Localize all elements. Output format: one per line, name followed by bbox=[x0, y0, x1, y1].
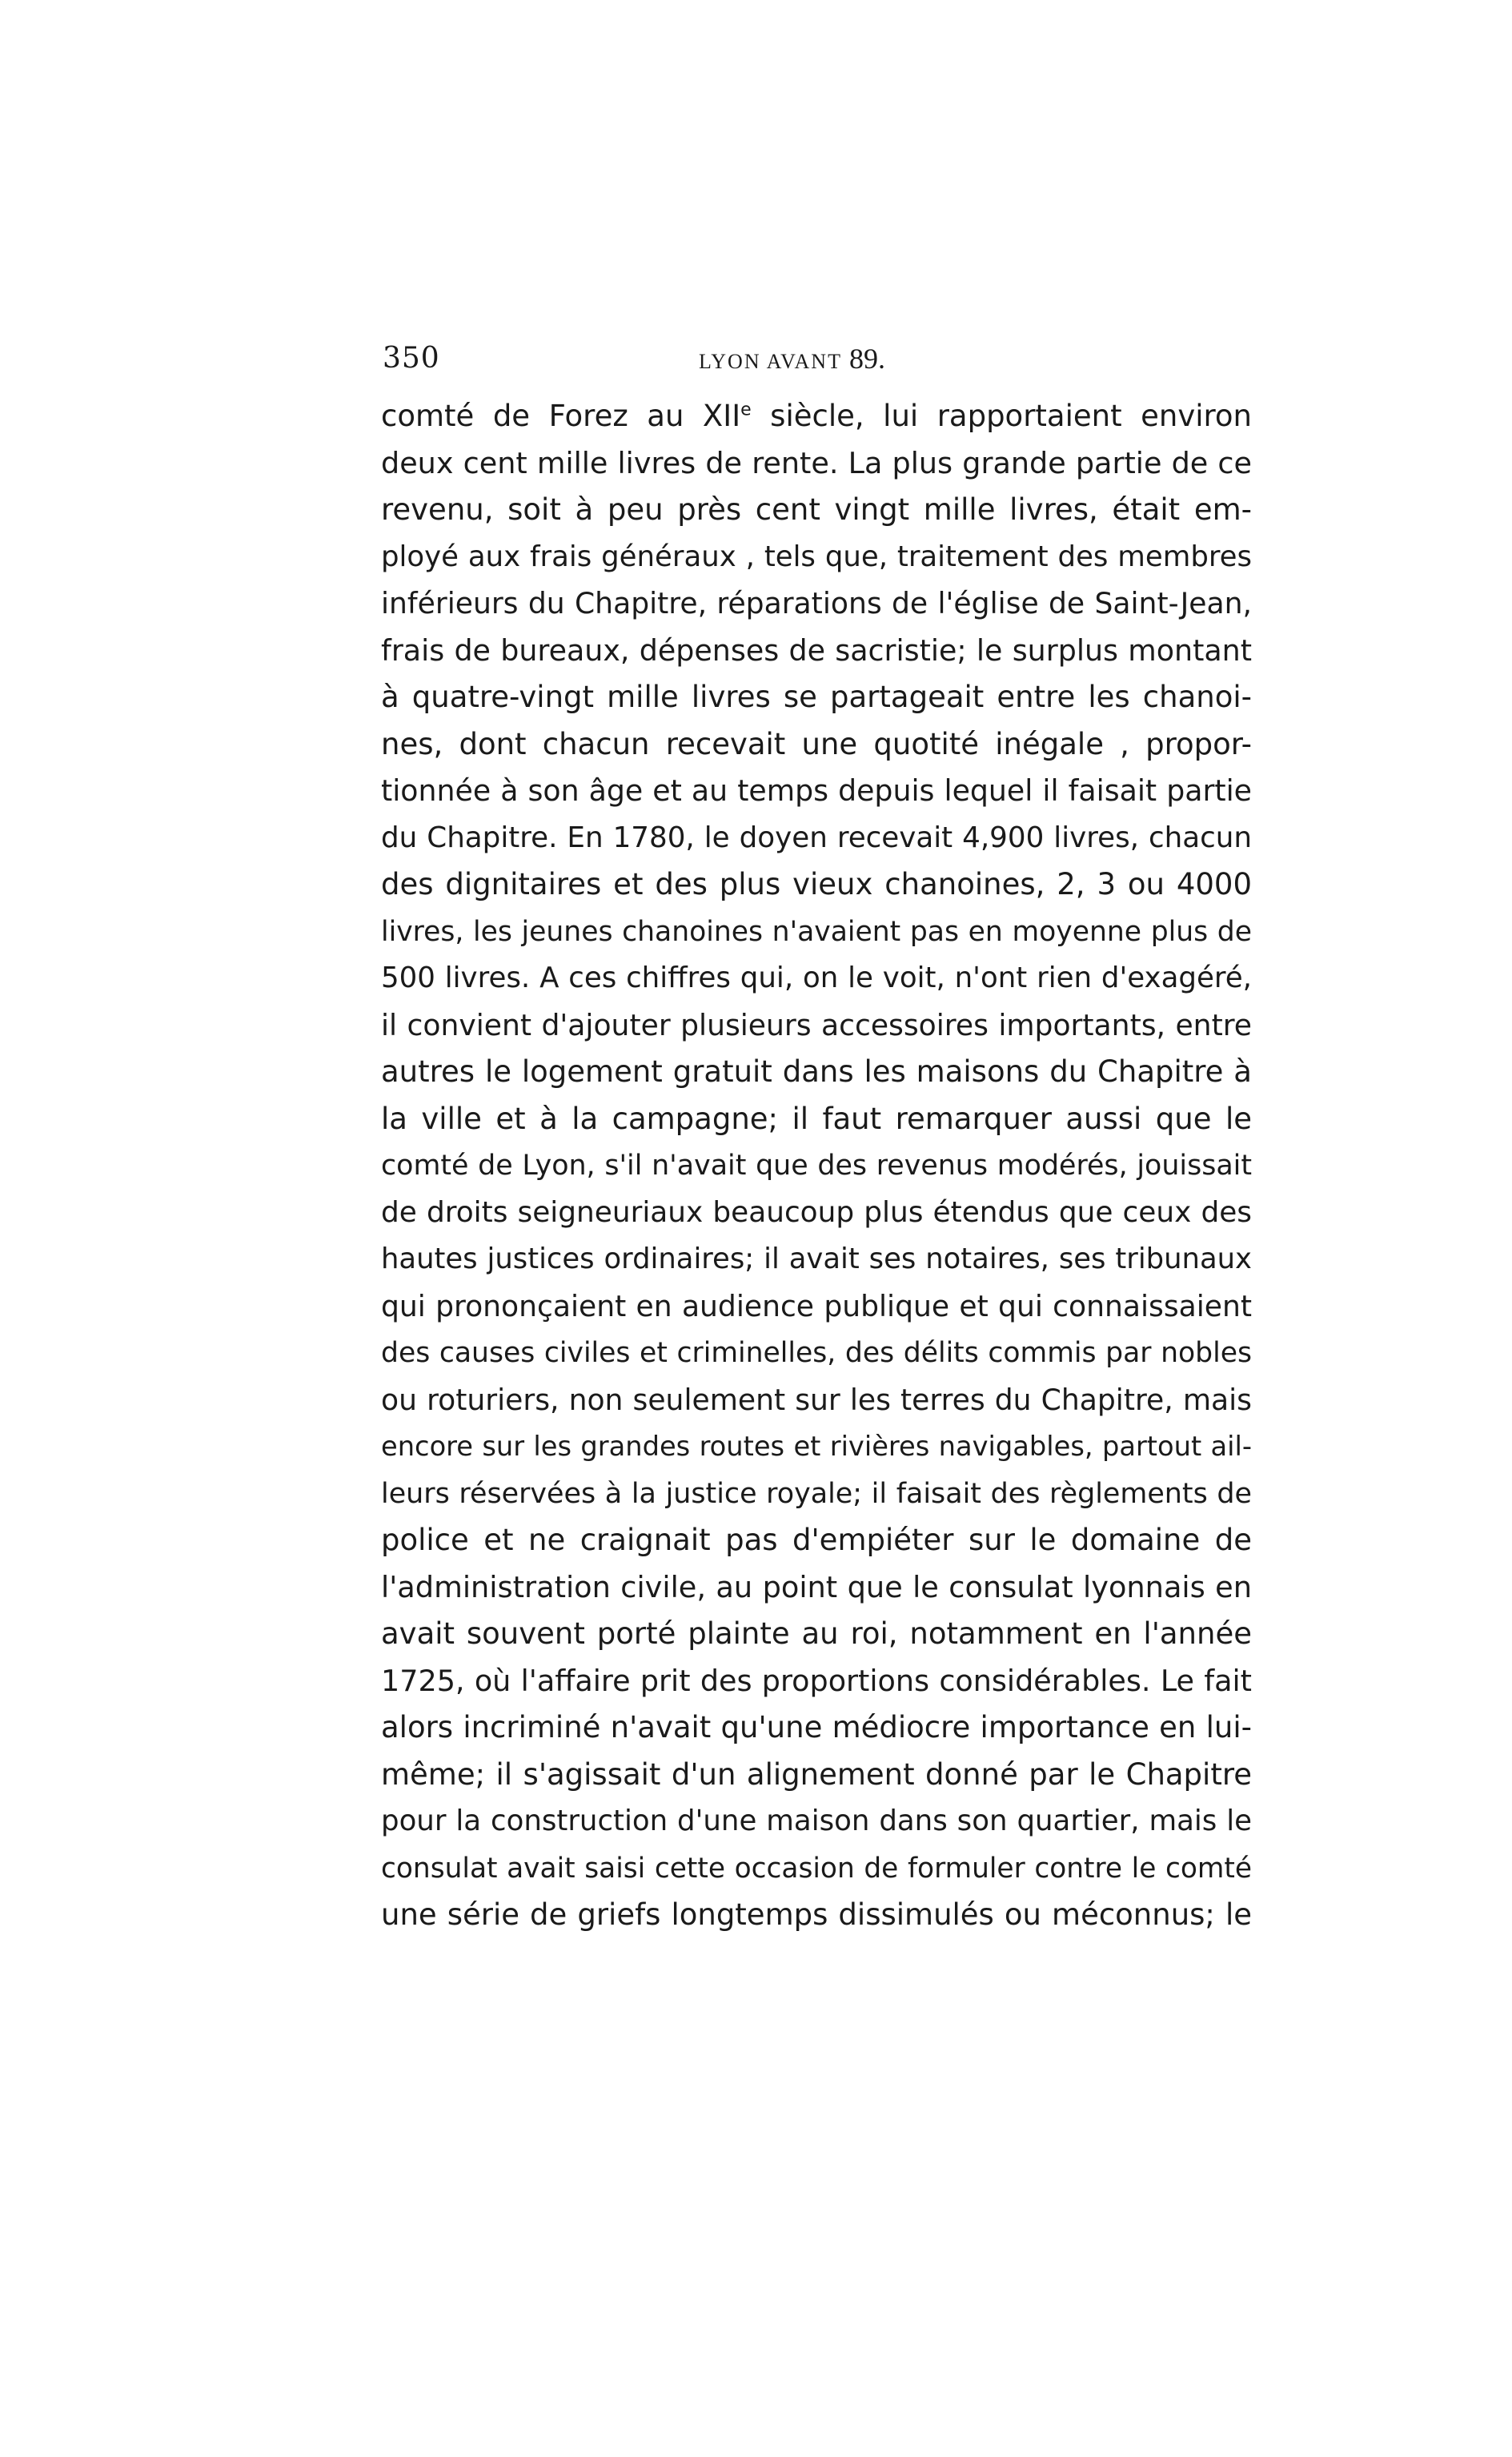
text-line: ployé aux frais généraux , tels que, traitement des membres bbox=[381, 540, 1252, 573]
text-line: hautes justices ordinaires; il avait ses notaires, ses tribunaux bbox=[381, 1243, 1252, 1275]
text-line: comté de Forez au XIIe siècle, lui rapportaient environ bbox=[381, 399, 1252, 433]
text-line: police et ne craignait pas d'empiéter sur le domaine de bbox=[381, 1523, 1252, 1557]
text-line: il convient d'ajouter plusieurs accessoires importants, entre bbox=[381, 1007, 1252, 1042]
text-line: consulat avait saisi cette occasion de formuler contre le comté bbox=[381, 1852, 1252, 1885]
text-line: livres, les jeunes chanoines n'avaient pas en moyenne plus de bbox=[381, 915, 1252, 948]
text-line: 500 livres. A ces chiffres qui, on le voit, n'ont rien d'exagéré, bbox=[381, 962, 1252, 994]
text-line: autres le logement gratuit dans les maisons du Chapitre à bbox=[381, 1054, 1252, 1089]
text-line: de droits seigneuriaux beaucoup plus étendus que ceux des bbox=[381, 1195, 1252, 1229]
text-line: comté de Lyon, s'il n'avait que des revenus modérés, jouissait bbox=[381, 1150, 1252, 1182]
body-text bbox=[381, 393, 1252, 1939]
running-head-year: 89. bbox=[841, 343, 885, 375]
text-line: revenu, soit à peu près cent vingt mille livres, était em- bbox=[381, 492, 1252, 527]
text-line: avait souvent porté plainte au roi, notamment en l'année bbox=[381, 1616, 1252, 1651]
text-line: même; il s'agissait d'un alignement donné par le Chapitre bbox=[381, 1756, 1252, 1792]
text-line: 1725, où l'affaire prit des proportions considérables. Le fait bbox=[381, 1663, 1252, 1698]
text-line: encore sur les grandes routes et rivières navigables, partout ail- bbox=[381, 1431, 1252, 1462]
text-line: nes, dont chacun recevait une quotité inégale , propor- bbox=[381, 726, 1252, 761]
text-line: qui prononçaient en audience publique et qui connaissaient bbox=[381, 1288, 1252, 1323]
running-head-title: LYON AVANT bbox=[699, 350, 842, 373]
running-head bbox=[699, 339, 885, 381]
text-line: ou roturiers, non seulement sur les terres du Chapitre, mais bbox=[381, 1382, 1252, 1417]
text-line: inférieurs du Chapitre, réparations de l'église de Saint-Jean, bbox=[381, 586, 1252, 620]
text-line: pour la construction d'une maison dans son quartier, mais le bbox=[381, 1805, 1252, 1837]
text-line: des causes civiles et criminelles, des délits commis par nobles bbox=[381, 1337, 1252, 1369]
text-line: une série de griefs longtemps dissimulés ou méconnus; le bbox=[381, 1897, 1252, 1932]
text-line: frais de bureaux, dépenses de sacristie; le surplus montant bbox=[381, 632, 1252, 668]
text-line: des dignitaires et des plus vieux chanoines, 2, 3 ou 4000 bbox=[381, 867, 1252, 901]
text-line: l'administration civile, au point que le consulat lyonnais en bbox=[381, 1569, 1252, 1604]
page-number: 350 bbox=[383, 342, 440, 375]
text-line: la ville et à la campagne; il faut remarquer aussi que le bbox=[381, 1101, 1252, 1136]
text-line: alors incriminé n'avait qu'une médiocre importance en lui- bbox=[381, 1710, 1252, 1744]
text-line: à quatre-vingt mille livres se partageait entre les chanoi- bbox=[381, 680, 1252, 714]
text-line: du Chapitre. En 1780, le doyen recevait 4,900 livres, chacun bbox=[381, 821, 1252, 854]
page-header bbox=[383, 339, 1263, 387]
superscript: e bbox=[740, 399, 752, 420]
text-line: tionnée à son âge et au temps depuis lequel il faisait partie bbox=[381, 773, 1252, 808]
text-line: leurs réservées à la justice royale; il faisait des règlements de bbox=[381, 1477, 1252, 1510]
text-line: deux cent mille livres de rente. La plus grande partie de ce bbox=[381, 445, 1252, 480]
